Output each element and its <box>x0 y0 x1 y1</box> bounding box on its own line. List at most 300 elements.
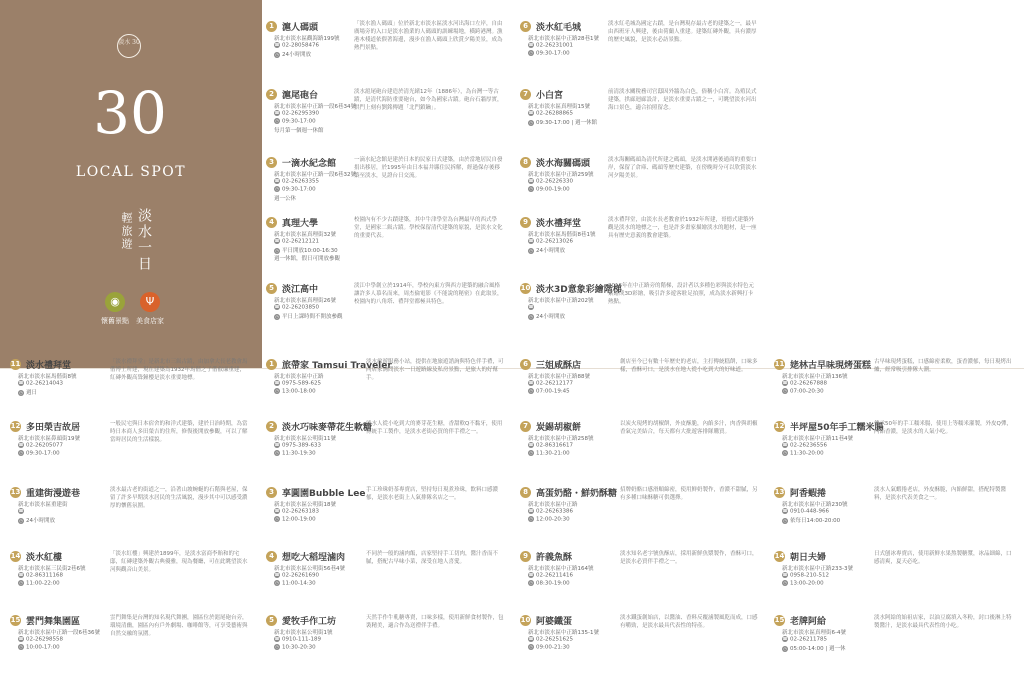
spot-note: 週一公休 <box>274 196 297 202</box>
spot-description: 古早味現烤蛋糕，口感綿密柔軟，蛋香濃郁，每日現烤出爐，經常吸引排隊人潮。 <box>874 359 1012 373</box>
spot-number-badge: 5 <box>266 615 277 626</box>
spot-name: 淡水禮拜堂 <box>26 361 72 371</box>
spot-phone-row <box>782 442 827 449</box>
spot-hours-row <box>274 580 316 587</box>
spot-hours: 11:00-22:00 <box>26 580 60 587</box>
spot-number-badge: 11 <box>10 360 21 368</box>
spot-phone: 02-26231001 <box>536 42 573 49</box>
clock-icon: ◷ <box>529 450 533 455</box>
spot-entry <box>520 282 758 362</box>
spot-phone: 02-26226330 <box>536 178 573 185</box>
spot-hours-row <box>18 580 60 587</box>
spot-number-badge: 14 <box>774 552 785 560</box>
spot-entry <box>266 614 506 694</box>
spot-name: 淡水紅毛城 <box>536 23 582 33</box>
spot-address: 新北市淡水區觀海路199號 <box>274 36 340 42</box>
spot-number-badge: 1 <box>266 21 277 32</box>
spot-name: 阿香蝦捲 <box>790 489 827 499</box>
spot-address: 新北市淡水區中正路一段6巷36號 <box>18 630 100 636</box>
spot-number-badge: 15 <box>774 616 785 624</box>
spot-phone-row <box>274 110 319 117</box>
spot-number-badge: 15 <box>10 616 21 624</box>
spot-address: 新北市淡水區中正路164號 <box>528 566 594 572</box>
fork-knife-icon: Ψ <box>140 292 160 312</box>
clock-icon: ◷ <box>783 580 787 585</box>
phone-icon: ☎ <box>528 110 534 115</box>
spot-hours: 11:30-19:30 <box>282 450 316 457</box>
phone-icon: ☎ <box>528 304 534 309</box>
clock-icon: ◷ <box>529 516 533 521</box>
legend-label-scenic: 懷舊景點 <box>101 317 129 325</box>
spot-address: 新北市淡水區馬偕街8巷1號 <box>528 232 596 238</box>
spot-phone: 02-26251625 <box>536 636 573 643</box>
spot-hours: 07:00-19:45 <box>536 388 570 395</box>
spot-phone-row <box>782 508 829 515</box>
spot-address: 新北市淡水區中正路230號 <box>782 502 848 508</box>
spot-address: 新北市淡水區公明街56巷4號 <box>274 566 345 572</box>
phone-icon: ☎ <box>274 442 280 447</box>
spot-description: 淡水海關碼頭為清代所建之碼頭，是淡水開港後通商的重要口岸，保留了倉庫、碼頭等歷史建築，在傍晚時分可以欣賞淡水河夕陽美景。 <box>608 157 757 179</box>
spot-phone: 02-26211785 <box>790 636 827 643</box>
spot-description: 淡水鐵蛋創始店，以醬油、香料反覆滷製風乾而成，口感有嚼勁，是淡水最具代表性的特產。 <box>620 615 758 629</box>
phone-icon: ☎ <box>274 178 280 183</box>
phone-icon: ☎ <box>528 238 534 243</box>
spot-name: 三姐咸酥店 <box>536 361 582 371</box>
clock-icon: ◷ <box>275 644 279 649</box>
spot-hours-row <box>274 118 316 125</box>
spot-hours-row <box>274 516 316 523</box>
spot-number-badge: 12 <box>774 422 785 430</box>
spot-address: 新北市淡水區三民街2巷6號 <box>18 566 86 572</box>
spot-description: 淡水知名老字號魚酥店，採用新鮮魚漿製作，香酥可口，是淡水必買伴手禮之一。 <box>620 551 758 565</box>
phone-icon: ☎ <box>274 636 280 641</box>
clock-icon: ◷ <box>529 313 533 319</box>
spot-hours: 09:30-17:00 <box>26 450 60 457</box>
spot-description: 淡水阿給的始祖店家，以油豆腐填入冬粉，封口後淋上特製醬汁，是淡水最具代表性的小吃。 <box>874 615 1012 629</box>
spot-description: 「淡水禮拜堂」是新北市三級古蹟，由加拿大長老教會馬偕博士所建，現在建築為1932年馬偕之子偕叡廉重建，紅磚外觀高聳鐘樓是淡水重要地標。 <box>110 359 248 381</box>
spot-phone: 02-86311168 <box>26 572 63 579</box>
spot-name: 姥林古早味現烤蛋糕 <box>790 361 872 371</box>
spot-address: 新北市淡水區公明街18號 <box>274 502 336 508</box>
spot-number-badge: 2 <box>266 89 277 100</box>
spot-entry <box>520 614 760 694</box>
spot-hours: 12:00-19:00 <box>282 516 316 523</box>
spot-hours: 09:30-17:00 | 週一休館 <box>536 120 598 126</box>
spot-note: 週一休館，假日可開放參觀 <box>274 256 341 262</box>
spot-phone: 02-26298558 <box>26 636 63 643</box>
clock-icon: ◷ <box>19 517 23 523</box>
spot-phone-row <box>18 380 63 387</box>
spot-hours: 09:30-17:00 <box>282 186 316 193</box>
spot-address: 新北市淡水區中正路 <box>274 374 324 380</box>
spot-hours: 12:00-20:30 <box>536 516 570 523</box>
spot-description: 淡水人氣蝦捲老店，外皮酥脆，內餡鮮甜，搭配特製醬料，是淡水代表美食之一。 <box>874 487 1007 501</box>
spot-phone-row <box>528 636 573 643</box>
phone-icon: ☎ <box>782 508 788 513</box>
spot-description: 2016年在中正路旁的階梯，設計者以多種色彩與淡水特色元素繪成3D彩繪，吸引許多遊客駐足拍照，成為淡水新興打卡熱點。 <box>608 283 754 305</box>
spot-hours-row <box>528 246 565 254</box>
spot-name: 旅帶家 Tamsui Traveler <box>282 361 392 371</box>
spot-phone-row <box>528 178 573 185</box>
spot-hours: 10:00-17:00 <box>26 644 60 651</box>
spot-phone: 0910-111-189 <box>282 636 321 643</box>
spot-hours: 平日開放10:00-16:30 <box>282 248 338 254</box>
spot-name: 雲門舞集園區 <box>26 617 81 627</box>
clock-icon: ◷ <box>529 388 533 393</box>
camera-icon: ◉ <box>105 292 125 312</box>
spot-number-badge: 9 <box>520 551 531 562</box>
spot-address: 新北市淡水區真理街6-4號 <box>782 630 846 636</box>
spot-address: 新北市淡水區重建街 <box>18 502 68 508</box>
spot-name: 愛牧手作工坊 <box>282 617 337 627</box>
spot-description: 以炭火現烤的胡椒餅，外皮酥脆，內餡多汁，肉香與胡椒香氣完美結合，每天都有大批遊客排隊購買。 <box>620 421 758 435</box>
clock-icon: ◷ <box>275 118 279 123</box>
spot-phone-row <box>274 442 321 449</box>
spot-name: 滬人碼頭 <box>282 23 319 33</box>
spot-phone-row <box>528 572 573 579</box>
spot-hours-row <box>528 388 570 395</box>
spot-phone-row <box>18 508 26 515</box>
phone-icon: ☎ <box>782 572 788 577</box>
spot-name: 高蛋奶酪・鮮奶酥糖 <box>536 489 618 499</box>
clock-icon: ◷ <box>529 186 533 191</box>
spot-number-badge: 7 <box>520 421 531 432</box>
spot-number-badge: 6 <box>520 21 531 32</box>
spot-address: 新北市淡水區公明街11號 <box>274 436 336 442</box>
spot-description: 雲門舞集是台灣的知名現代舞團，園區位於滬尾砲台旁，環境清幽，園區內有戶外劇場、咖啡館等，可享受藝術與自然交融的氛圍。 <box>110 615 248 637</box>
spot-phone: 02-26267888 <box>790 380 827 387</box>
spot-phone-row <box>528 110 573 117</box>
spot-phone-row <box>782 636 827 643</box>
clock-icon: ◷ <box>19 644 23 649</box>
spot-phone-row <box>18 442 63 449</box>
spot-name: 滬尾砲台 <box>282 91 319 101</box>
spot-address: 新北市淡水區真理街26號 <box>274 298 336 304</box>
spot-phone-row <box>274 508 319 515</box>
spot-hours: 08:30-19:00 <box>536 580 570 587</box>
spot-hours-row <box>18 516 55 524</box>
spot-hours-row <box>528 312 565 320</box>
spot-name: 淡水巧味麥帶花生軟糖 <box>282 423 373 433</box>
spot-phone-row <box>528 238 573 245</box>
spot-number-badge: 9 <box>520 217 531 228</box>
spot-description: 創店至今已有數十年歷史的老店，主打傳統糕餅，口味多樣，香酥可口，是淡水在地人從小吃到大的好味道。 <box>620 359 758 373</box>
spot-phone-row <box>782 380 827 387</box>
phone-icon: ☎ <box>528 380 534 385</box>
spot-phone: 02-26263355 <box>282 178 319 185</box>
spot-name: 真理大學 <box>282 219 319 229</box>
spot-phone-row <box>274 42 319 49</box>
phone-icon: ☎ <box>782 636 788 641</box>
spot-address: 新北市淡水區真理街15號 <box>528 104 590 110</box>
spot-hours-row <box>274 450 316 457</box>
spot-phone-row <box>782 572 829 579</box>
spot-description: 淡水紅毛城為國定古蹟，是台灣現存最古老的建築之一，最早由西班牙人興建，後由荷蘭人重建。建築紅磚外觀，具有濃厚的歷史風貌，是淡水必訪景點。 <box>608 21 757 43</box>
spot-address: 新北市淡水區真理街32號 <box>274 232 336 238</box>
spot-name: 老牌阿給 <box>790 617 827 627</box>
spot-number-badge: 2 <box>266 421 277 432</box>
spot-description: 淡水最古老的街道之一，沿著山坡蜿蜒的石階與老屋，保留了許多早期淡水居民的生活風貌，漫步其中可以感受濃厚的懷舊氛圍。 <box>110 487 248 509</box>
spot-description: 校園內有不少古蹟建築，其中牛津學堂為台灣最早的西式學堂，是國家二級古蹟。學校保留清代建築的原貌，是淡水文化的重要代表。 <box>354 217 503 239</box>
spot-number-badge: 8 <box>520 487 531 498</box>
spot-number-badge: 10 <box>520 284 531 292</box>
spot-address: 新北市淡水區中正路233-3號 <box>782 566 853 572</box>
spot-hours-row <box>274 186 316 193</box>
clock-icon: ◷ <box>275 516 279 521</box>
phone-icon: ☎ <box>274 42 280 47</box>
spot-phone: 0975-389-633 <box>282 442 321 449</box>
spot-phone: 02-28058476 <box>282 42 319 49</box>
spot-number-badge: 4 <box>266 217 277 228</box>
spot-phone: 02-26236556 <box>790 442 827 449</box>
spot-hours: 平日上課時間不開放參觀 <box>282 314 343 320</box>
spot-number-badge: 8 <box>520 157 531 168</box>
spot-hours-row <box>18 388 37 396</box>
spot-phone-row <box>274 380 321 387</box>
spot-address: 新北市淡水區中正路88號 <box>528 374 590 380</box>
spot-name: 朝日夫婦 <box>790 553 827 563</box>
spot-hours-row <box>274 246 338 254</box>
spot-name: 一滴水紀念館 <box>282 159 337 169</box>
cover-number: 30 <box>93 79 167 147</box>
spot-number-badge: 14 <box>10 552 21 560</box>
spot-name: 淡江高中 <box>282 285 319 295</box>
cover-panel <box>0 0 262 368</box>
phone-icon: ☎ <box>528 508 534 513</box>
spot-number-badge: 5 <box>266 283 277 294</box>
spot-address: 新北市淡水區中正路一段6巷34號 <box>274 104 356 110</box>
spot-description: 天然手作牛軋糖專賣，口味多樣，使用新鮮食材製作，包裝精美，適合作為送禮伴手禮。 <box>366 615 504 629</box>
spot-hours: 10:30-20:30 <box>282 644 316 651</box>
spot-phone-row <box>528 304 536 311</box>
spot-address: 新北市淡水區中正路136號 <box>782 374 848 380</box>
spot-name: 淡水禮拜堂 <box>536 219 582 229</box>
spot-description: 淡水人從小吃到大的麥芽花生糖，香甜軟Q不黏牙，使用傳統手工製作，是淡水老街必買的伴手禮之一。 <box>366 421 503 435</box>
cover-vertical-subtitle: 輕旅遊 <box>120 212 133 251</box>
spot-description: 淡水旅遊服務小站，提供在地旅遊諮詢與特色伴手禮，可向店家詢問淡水一日遊路線及私房景點，是旅人的好幫手。 <box>366 359 504 381</box>
spot-address: 新北市淡水區中正路259號 <box>528 172 594 178</box>
spot-number-badge: 1 <box>266 359 277 370</box>
clock-icon: ◷ <box>783 517 787 523</box>
spot-phone-row <box>274 572 319 579</box>
phone-icon: ☎ <box>274 304 280 309</box>
spot-hours: 24小時開放 <box>26 518 55 524</box>
spot-entry <box>10 614 250 694</box>
spot-address: 新北市淡水區公明街1號 <box>274 630 333 636</box>
spot-address: 新北市淡水區中正路135-1號 <box>528 630 599 636</box>
spot-address: 新北市淡水區中正路202號 <box>528 298 594 304</box>
clock-icon: ◷ <box>275 247 279 253</box>
spot-hours: 24小時開放 <box>536 314 565 320</box>
spot-description: 一般民宅與日本宿舍的和洋式建築，建於日治時期，為當時日本商人多田榮吉的住所，修復後開放參觀，可以了解當時居民的生活樣貌。 <box>110 421 248 443</box>
spot-phone: 0910-448-966 <box>790 508 829 515</box>
spot-description: 「淡水紅樓」興建於1899年，是淡水富商李貽和的宅邸，紅磚建築外觀古典優雅，現為餐廳，可在此眺望淡水河與觀音山美景。 <box>110 551 248 573</box>
clock-icon: ◷ <box>529 580 533 585</box>
spot-name: 淡水海關碼頭 <box>536 159 591 169</box>
spot-name: 阿婆鐵蛋 <box>536 617 573 627</box>
clock-icon: ◷ <box>19 580 23 585</box>
spot-phone-row <box>18 572 63 579</box>
phone-icon: ☎ <box>528 178 534 183</box>
spot-hours-row <box>528 118 597 126</box>
clock-icon: ◷ <box>19 389 23 395</box>
spot-number-badge: 3 <box>266 157 277 168</box>
spot-phone: 02-26203850 <box>282 304 319 311</box>
spot-description: 一滴水紀念館是建於日本的民家日式建築，由於當地居民自發捐出移居，於1995年由日本福井縣住民拆解，經過保存後移築至淡水，見證台日交流。 <box>354 157 503 179</box>
spot-hours: 13:00-18:00 <box>282 388 316 395</box>
clock-icon: ◷ <box>783 450 787 455</box>
spot-hours: 11:30-20:00 <box>790 450 824 457</box>
spot-hours: 07:00-20:30 <box>790 388 824 395</box>
spot-hours-row <box>782 516 840 524</box>
spot-phone-row <box>274 636 321 643</box>
phone-icon: ☎ <box>18 380 24 385</box>
phone-icon: ☎ <box>274 380 280 385</box>
clock-icon: ◷ <box>783 645 787 651</box>
spot-address: 新北市淡水區中正路 <box>528 502 578 508</box>
spot-number-badge: 6 <box>520 359 531 370</box>
spot-hours-row <box>782 450 824 457</box>
spot-description: 日式刨冰專賣店，使用新鮮水果熬製糖漿，冰品細綿，口感清爽，夏天必吃。 <box>874 551 1012 565</box>
clock-icon: ◷ <box>275 186 279 191</box>
spot-hours-row <box>782 388 824 395</box>
spot-hours-row <box>274 50 311 58</box>
clock-icon: ◷ <box>275 580 279 585</box>
spot-address: 新北市淡水區中正路11巷4號 <box>782 436 853 442</box>
spot-number-badge: 12 <box>10 422 21 430</box>
spot-phone: 02-26263386 <box>536 508 573 515</box>
spot-entry <box>266 282 504 362</box>
spot-name: 多田榮吉故居 <box>26 423 81 433</box>
spot-phone: 02-26205077 <box>26 442 63 449</box>
spot-hours-row <box>274 312 343 320</box>
spot-phone-row <box>528 42 573 49</box>
spot-phone: 02-26213026 <box>536 238 573 245</box>
spot-hours: 24小時開放 <box>282 52 311 58</box>
phone-icon: ☎ <box>274 238 280 243</box>
phone-icon: ☎ <box>528 636 534 641</box>
spot-description: 手工珍珠奶茶專賣店，堅持每日現煮珍珠，飲料口感濃郁，是淡水老街上人氣排隊名店之一。 <box>366 487 499 501</box>
phone-icon: ☎ <box>274 572 280 577</box>
legend-label-food: 美食店家 <box>136 317 164 325</box>
spot-hours-row <box>528 186 570 193</box>
clock-icon: ◷ <box>783 388 787 393</box>
spot-name: 小白宮 <box>536 91 564 101</box>
spot-description: 淡江中學創立於1914年，學校內東方與西方建築的融合風格讓許多人慕名而來，周杰倫電影《不能說的秘密》在此取景，校園內的八角塔、禮拜堂都極具特色。 <box>354 283 503 305</box>
spot-hours: 依每日14:00-20:00 <box>790 518 841 524</box>
clock-icon: ◷ <box>529 247 533 253</box>
spot-hours: 11:30-21:00 <box>536 450 570 457</box>
phone-icon: ☎ <box>528 442 534 447</box>
spot-number-badge: 10 <box>520 616 531 624</box>
brand-logo: 淡水 30 <box>117 34 141 58</box>
spot-phone: 02-26211416 <box>536 572 573 579</box>
spot-hours-row <box>528 516 570 523</box>
spot-description: 傳承50年的手工糯米腸，使用上等糯米灌製，外皮Q彈，內餡香濃，是淡水的人氣小吃。 <box>874 421 1012 435</box>
phone-icon: ☎ <box>782 380 788 385</box>
spot-hours-row <box>782 580 824 587</box>
spot-phone: 0975-589-625 <box>282 380 321 387</box>
spot-phone: 02-26295390 <box>282 110 319 117</box>
spot-hours: 09:30-17:00 <box>536 50 570 57</box>
spot-phone-row <box>274 178 319 185</box>
spot-name: 半坪屋50年手工糯米腸 <box>790 423 884 433</box>
spot-phone-row <box>18 636 63 643</box>
spot-hours: 11:00-14:30 <box>282 580 316 587</box>
spot-hours: 13:00-20:00 <box>790 580 824 587</box>
phone-icon: ☎ <box>528 572 534 577</box>
spot-phone: 02-26263183 <box>282 508 319 515</box>
spot-name: 許義魚酥 <box>536 553 573 563</box>
spot-hours-row <box>528 450 570 457</box>
spot-hours: 24小時開放 <box>536 248 565 254</box>
clock-icon: ◷ <box>529 50 533 55</box>
spot-hours-row <box>274 644 316 651</box>
clock-icon: ◷ <box>275 313 279 319</box>
spot-name: 淡水3D意象彩繪階梯 <box>536 285 622 295</box>
spot-phone-row <box>528 508 573 515</box>
spot-number-badge: 11 <box>774 360 785 368</box>
phone-icon: ☎ <box>18 508 24 513</box>
spot-hours: 09:30-17:00 <box>282 118 316 125</box>
spot-description: 淡水滬尾砲台建造於清光緒12年（1886年），為台灣一等古蹟，是清代海防重要砲台，如今為國家古蹟。砲台石牆厚實，拱門上刻有劉銘傳題「北門鎖鑰」。 <box>354 89 503 111</box>
spot-phone-row <box>274 304 319 311</box>
spot-description: 招牌奶酪口感滑順綿密，使用鮮奶製作，香濃不甜膩，另有多種口味酥糖可供選擇。 <box>620 487 758 501</box>
spot-address: 新北市淡水區鼻頭街19號 <box>18 436 80 442</box>
spot-description: 不同於一般的滷肉飯，店家堅持手工切肉，醬汁香而不膩，搭配古早味小菜，深受在地人喜愛。 <box>366 551 499 565</box>
spot-phone: 02-26212121 <box>282 238 319 245</box>
phone-icon: ☎ <box>274 508 280 513</box>
cover-subtitle: LOCAL SPOT <box>75 164 187 180</box>
spot-number-badge: 4 <box>266 551 277 562</box>
clock-icon: ◷ <box>275 388 279 393</box>
spot-number-badge: 13 <box>10 488 21 496</box>
spot-entry <box>774 614 1014 694</box>
spot-address: 新北市淡水區中正路28巷1號 <box>528 36 599 42</box>
spot-phone: 02-86316617 <box>536 442 573 449</box>
spot-hours-row <box>782 644 846 652</box>
spot-number-badge: 13 <box>774 488 785 496</box>
spot-address: 新北市淡水區中正路258號 <box>528 436 594 442</box>
spot-number-badge: 7 <box>520 89 531 100</box>
spot-phone: 0958-210-512 <box>790 572 829 579</box>
spot-phone: 02-26288865 <box>536 110 573 117</box>
phone-icon: ☎ <box>18 442 24 447</box>
spot-name: 重建街漫遊巷 <box>26 489 81 499</box>
spot-name: 淡水紅樓 <box>26 553 63 563</box>
phone-icon: ☎ <box>782 442 788 447</box>
spot-phone: 02-26212177 <box>536 380 573 387</box>
spot-description: 淡水禮拜堂，由淡水長老教會於1932年所建，哥德式建築外觀是淡水的地標之一，也是許多畫家描繪淡水的題材，是一座具有歷史意義的教會建築。 <box>608 217 757 239</box>
clock-icon: ◷ <box>19 450 23 455</box>
cover-vertical-title: 淡水一日 <box>136 208 152 272</box>
spot-description: 前清淡水關稅務司官邸因外牆為白色，俗稱小白宮。為殖民式建築，拱廊迴廊設計，是淡水重要古蹟之一，可眺望淡水河出海口景色，適合拍照留念。 <box>608 89 757 111</box>
clock-icon: ◷ <box>275 450 279 455</box>
spot-hours-row <box>18 644 60 651</box>
spot-hours-row <box>274 388 316 395</box>
spot-hours: 09:00-19:00 <box>536 186 570 193</box>
spot-hours: 05:00-14:00 | 週一休 <box>790 646 846 652</box>
spot-number-badge: 3 <box>266 487 277 498</box>
spot-name: 炭錫胡椒餅 <box>536 423 582 433</box>
spot-address: 新北市淡水區中正路一段6巷32號 <box>274 172 356 178</box>
clock-icon: ◷ <box>529 119 533 125</box>
spot-phone-row <box>528 442 573 449</box>
spot-note: 每月第一個週一休館 <box>274 128 324 134</box>
spot-hours: 09:00-21:30 <box>536 644 570 651</box>
phone-icon: ☎ <box>18 636 24 641</box>
spot-name: 想吃大稻埕滷肉 <box>282 553 346 563</box>
